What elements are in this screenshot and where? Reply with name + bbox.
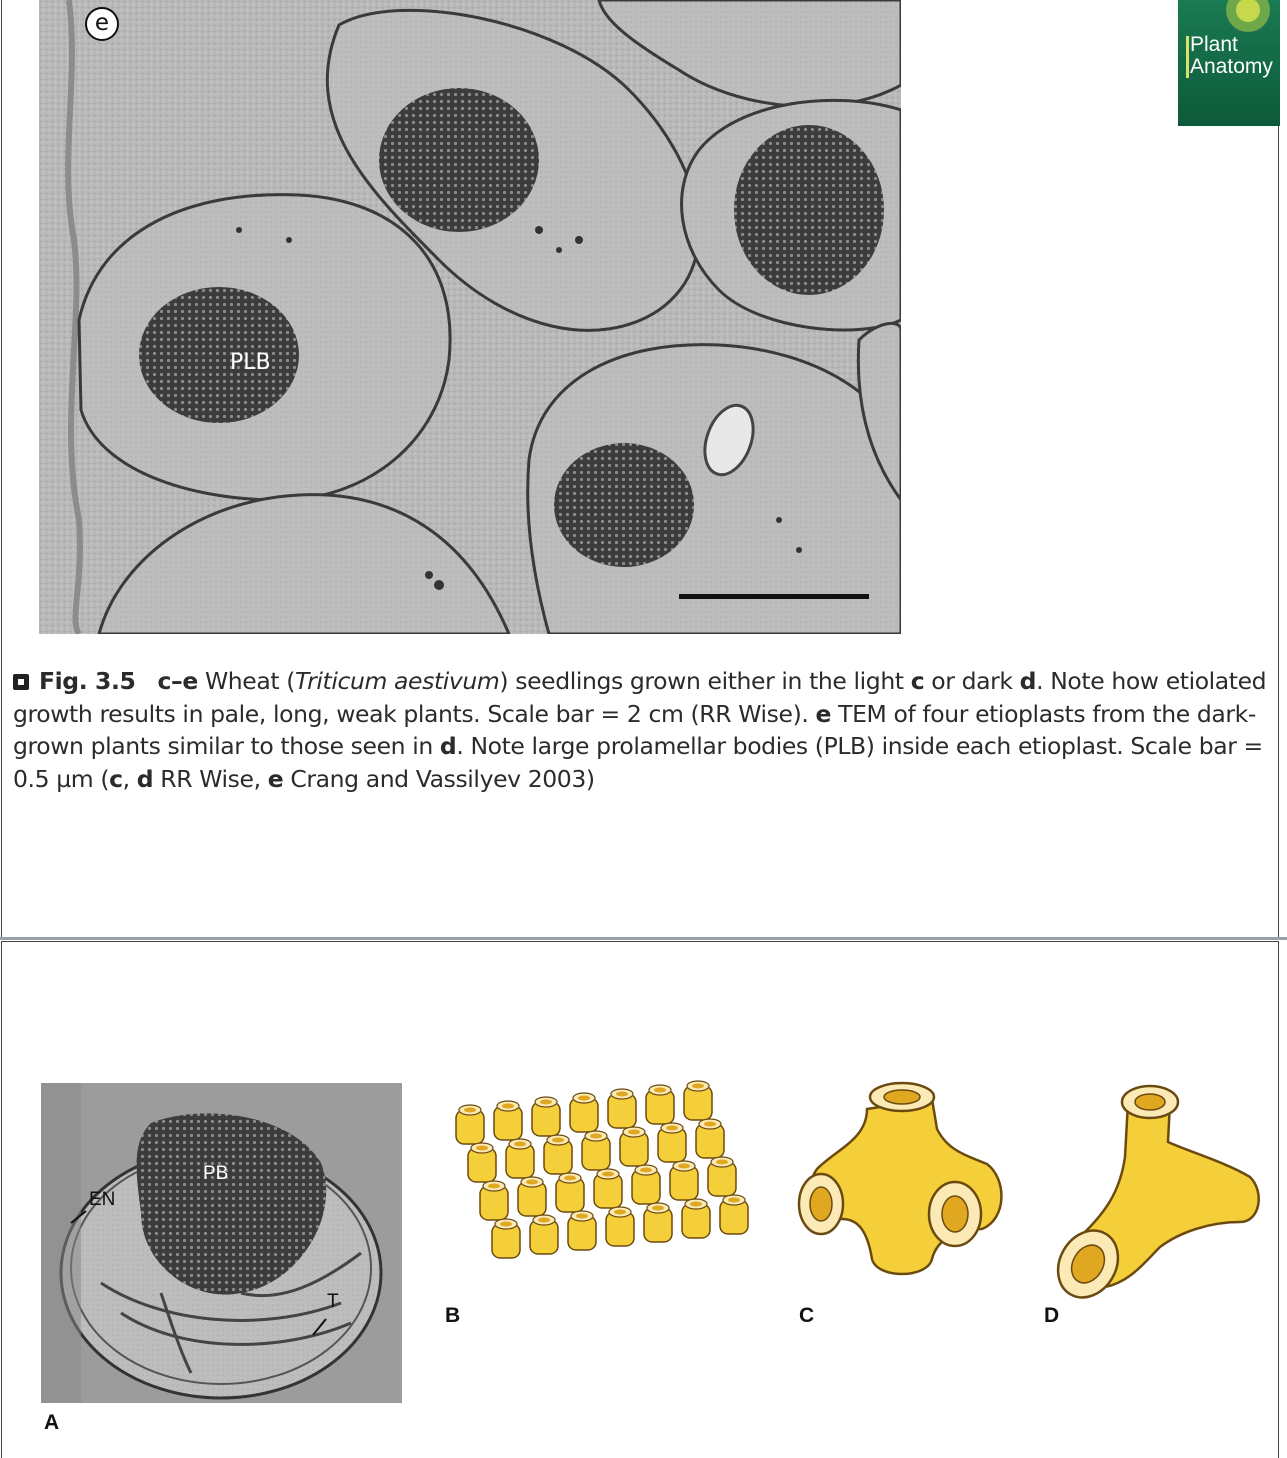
prolamellar-body [139,287,299,423]
tem-micrograph-etioplasts [39,0,901,634]
prolamellar-body [379,88,539,232]
caption-text: Wheat ( [197,667,296,695]
caption-ref: c [910,667,925,695]
prolamellar-body [554,443,694,567]
caption-text: . Note large prolamellar bodies (PLB) inside each etioplast. Scale bar = 0.5 µm ( [13,732,1263,793]
figure-caption [13,665,1283,795]
label-en: EN [89,1189,116,1210]
lattice-unit [532,1097,560,1136]
tripod-unit-diagram-d [1050,1082,1265,1307]
lattice-unit [594,1169,622,1208]
prolamellar-body-figure-panel [1,941,1279,1458]
caption-ref: d [1019,667,1037,695]
label-c: C [799,1304,815,1327]
lattice-unit [544,1135,572,1174]
book-cover-thumbnail[interactable] [1178,0,1280,126]
scale-bar [679,594,869,599]
caption-text: Crang and Vassilyev 2003) [283,764,595,793]
lattice-unit [720,1195,748,1234]
lattice-unit [696,1119,724,1158]
lattice-unit [658,1123,686,1162]
figure-square-icon [13,674,29,690]
etioplast-micrograph-image [39,0,901,634]
lattice-unit [620,1127,648,1166]
caption-ref: e [267,764,284,793]
lattice-unit [646,1085,674,1124]
caption-ref: c [109,764,123,793]
lattice-unit [570,1093,598,1132]
lattice-unit [644,1203,672,1242]
caption-ref: e [815,699,832,728]
tube-lumen [942,1196,968,1232]
lattice-unit [606,1207,634,1246]
book-cover-art [1178,0,1280,34]
book-title-line2: Anatomy [1190,55,1273,78]
lattice-unit [480,1181,508,1220]
caption-text: ) seedlings grown either in the light [499,667,911,695]
plb-label: PLB [230,350,271,375]
lattice-units [456,1081,748,1258]
tube-lumen [810,1187,832,1221]
panel-letter-e: e [85,7,119,41]
lattice-unit [456,1105,484,1144]
tube-lumen [884,1090,920,1104]
lattice-unit [568,1211,596,1250]
label-a: A [44,1411,60,1434]
tetrahedral-unit-diagram-c [797,1079,1007,1289]
caption-text: RR Wise, [153,764,268,793]
label-b: B [445,1304,461,1327]
label-t: T [327,1291,339,1312]
caption-text: , [122,764,137,793]
lattice-unit [530,1215,558,1254]
panel-separator [0,937,1287,940]
prolamellar-body [734,125,884,295]
lattice-unit [682,1199,710,1238]
lattice-unit [608,1089,636,1128]
figure-3-5-panel [1,0,1279,938]
lattice-unit [492,1219,520,1258]
book-title [1190,34,1273,78]
tube-lumen [1135,1094,1165,1110]
lattice-unit [506,1139,534,1178]
book-title-line1: Plant [1190,33,1238,56]
lattice-unit [556,1173,584,1212]
label-d: D [1044,1304,1060,1327]
caption-text: . Note how etiolated growth results in pale, long, weak plants. Scale bar = 2 cm (RR Wise). [13,667,1267,728]
caption-ref: d [439,732,457,760]
lattice-unit [708,1157,736,1196]
caption-text: or dark [924,667,1020,695]
caption-text: TEM of four etioplasts from the dark-grown plants similar to those seen in [13,699,1256,760]
lattice-unit [632,1165,660,1204]
species-name: Triticum aestivum [295,667,500,695]
cover-accent-bar [1186,36,1189,78]
tubular-lattice-diagram-b [440,1080,750,1300]
lattice-unit [670,1161,698,1200]
lattice-unit [582,1131,610,1170]
caption-range: c–e [157,667,198,695]
lattice-unit [494,1101,522,1140]
figure-number: Fig. 3.5 [39,667,136,695]
lattice-unit [518,1177,546,1216]
lattice-unit [468,1143,496,1182]
etioplast-micrograph-a-image [41,1083,402,1403]
lattice-unit [684,1081,712,1120]
label-pb: PB [203,1163,229,1184]
tem-micrograph-etioplast-a [41,1083,402,1403]
caption-ref: d [136,764,154,793]
